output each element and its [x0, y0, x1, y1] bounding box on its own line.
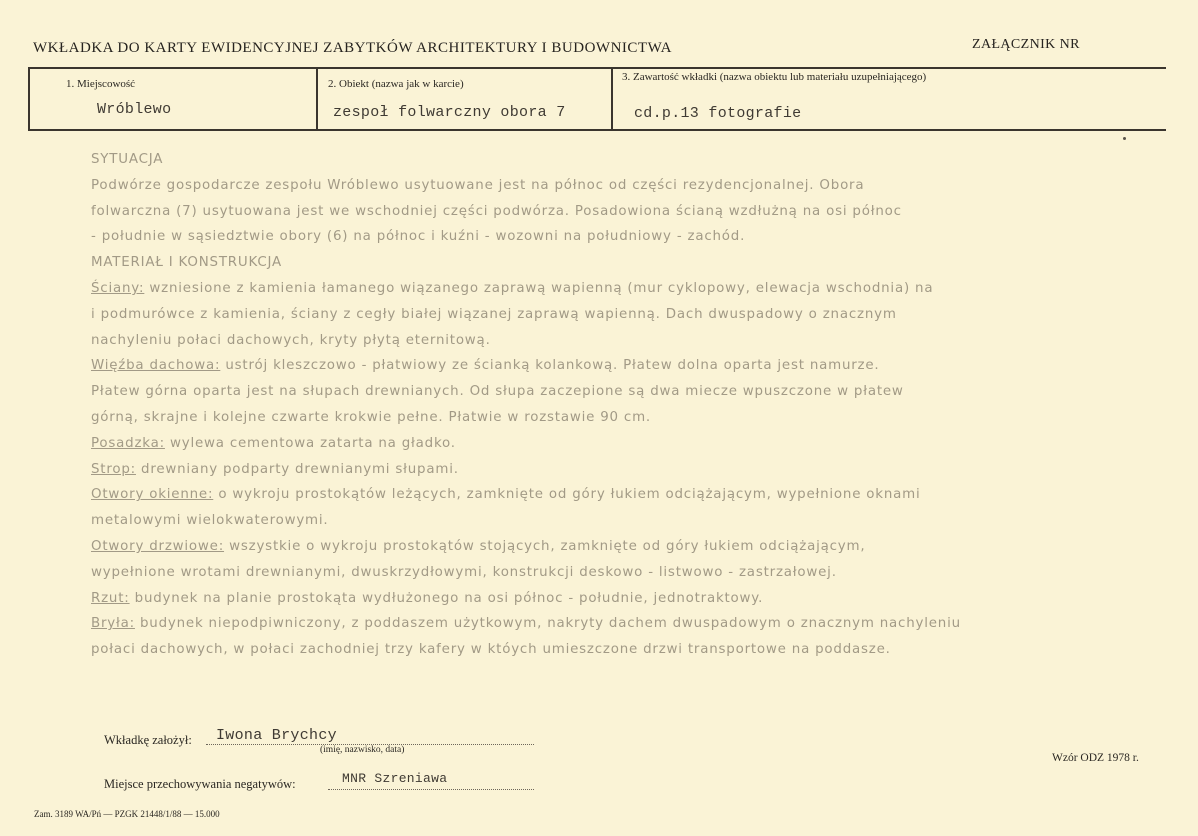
field-divider-2: [611, 68, 613, 130]
situation-line-1: Podwórze gospodarcze zespołu Wróblewo usytuowane jest na północ od części rezydencjonalnej. Obora: [91, 177, 865, 193]
top-rule: [28, 67, 1166, 69]
heading-material: MATERIAŁ I KONSTRUKCJA: [91, 255, 282, 271]
floor-label: Posadzka:: [91, 435, 165, 451]
doors-line-1: Otwory drzwiowe: wszystkie o wykroju prostokątów stojących, zamknięte od góry łukiem odciążającym,: [91, 538, 866, 554]
negatives-label: Miejsce przechowywania negatywów:: [104, 777, 296, 791]
truss-line-1: Więźba dachowa: ustrój kleszczowo - płatwiowy ze ścianką kolankową. Płatew dolna oparta jest namurze.: [91, 358, 880, 374]
form-version: Wzór ODZ 1978 r.: [1052, 752, 1139, 764]
mass-line-2: połaci dachowych, w połaci zachodniej trzy kafery w któych umieszczone drzwi transportowe na poddasze.: [91, 642, 891, 658]
windows-line-1: Otwory okienne: o wykroju prostokątów leżących, zamknięte od góry łukiem odciążającym, wypełnione oknami: [91, 487, 921, 503]
heading-situation: SYTUACJA: [91, 152, 164, 167]
floor-line: Posadzka: wylewa cementowa zatarta na gładko.: [91, 435, 456, 451]
created-by-value: Iwona Brychcy: [216, 727, 337, 744]
windows-label: Otwory okienne:: [91, 487, 214, 503]
plan-label: Rzut:: [91, 590, 130, 606]
situation-line-3: - południe w sąsiedztwie obory (6) na północ i kuźni - wozowni na południowy - zachód.: [91, 229, 746, 245]
windows-line-2: metalowymi wielokwaterowymi.: [91, 513, 329, 529]
mass-label: Bryła:: [91, 616, 135, 632]
locality-label: 1. Miejscowość: [66, 78, 136, 90]
negatives-dotted-line: [328, 789, 534, 790]
ink-speck: [1123, 137, 1126, 140]
truss-label: Więźba dachowa:: [91, 358, 221, 374]
locality-value: Wróblewo: [97, 101, 172, 118]
truss-line-3: górną, skrajne i kolejne czwarte krokwie pełne. Płatwie w rozstawie 90 cm.: [91, 409, 651, 425]
walls-label: Ściany:: [91, 280, 145, 296]
field-divider-left: [28, 68, 30, 130]
negatives-value: MNR Szreniawa: [342, 771, 448, 786]
doors-line-2: wypełnione wrotami drewnianymi, dwuskrzydłowymi, konstrukcji deskowo - listwowo - zastrzałowej.: [91, 564, 837, 580]
created-by-hint: (imię, nazwisko, data): [320, 745, 405, 755]
object-value: zespoł folwarczny obora 7: [333, 104, 566, 121]
print-info: Zam. 3189 WA/Pń — PZGK 21448/1/88 — 15.000: [34, 809, 220, 819]
ceiling-line: Strop: drewniany podparty drewnianymi słupami.: [91, 461, 459, 477]
situation-line-2: folwarczna (7) usytuowana jest we wschodniej części podwórza. Posadowiona ścianą wzdłużną na osi północ: [91, 203, 902, 219]
contents-label: 3. Zawartość wkładki (nazwa obiektu lub materiału uzupełniającego): [622, 71, 927, 83]
description-text: [91, 147, 1151, 663]
form-title: WKŁADKA DO KARTY EWIDENCYJNEJ ZABYTKÓW ARCHITEKTURY I BUDOWNICTWA: [33, 40, 672, 56]
created-by-label: Wkładkę założył:: [104, 733, 192, 747]
plan-line: Rzut: budynek na planie prostokąta wydłużonego na osi północ - południe, jednotraktowy.: [91, 590, 764, 606]
truss-line-2: Płatew górna oparta jest na słupach drewnianych. Od słupa zaczepione są dwa miecze wpuszczone w płatew: [91, 384, 904, 400]
field-box-bottom-rule: [28, 129, 1166, 131]
walls-line-1: Ściany: wzniesione z kamienia łamanego wiązanego zaprawą wapienną (mur cyklopowy, elewacja wschodnia) na: [91, 280, 934, 296]
field-divider-1: [316, 68, 318, 130]
attachment-number-label: ZAŁĄCZNIK NR: [972, 37, 1080, 52]
walls-line-3: nachyleniu połaci dachowych, kryty płytą eternitową.: [91, 332, 491, 348]
contents-value: cd.p.13 fotografie: [634, 105, 802, 122]
object-label: 2. Obiekt (nazwa jak w karcie): [328, 78, 464, 90]
mass-line-1: Bryła: budynek niepodpiwniczony, z poddaszem użytkowym, nakryty dachem dwuspadowym o znacznym nachyleniu: [91, 616, 961, 632]
doors-label: Otwory drzwiowe:: [91, 538, 225, 554]
walls-line-2: i podmurówce z kamienia, ściany z cegły białej wiązanej zaprawą wapienną. Dach dwuspadowy o znacznym: [91, 306, 897, 322]
ceiling-label: Strop:: [91, 461, 136, 477]
